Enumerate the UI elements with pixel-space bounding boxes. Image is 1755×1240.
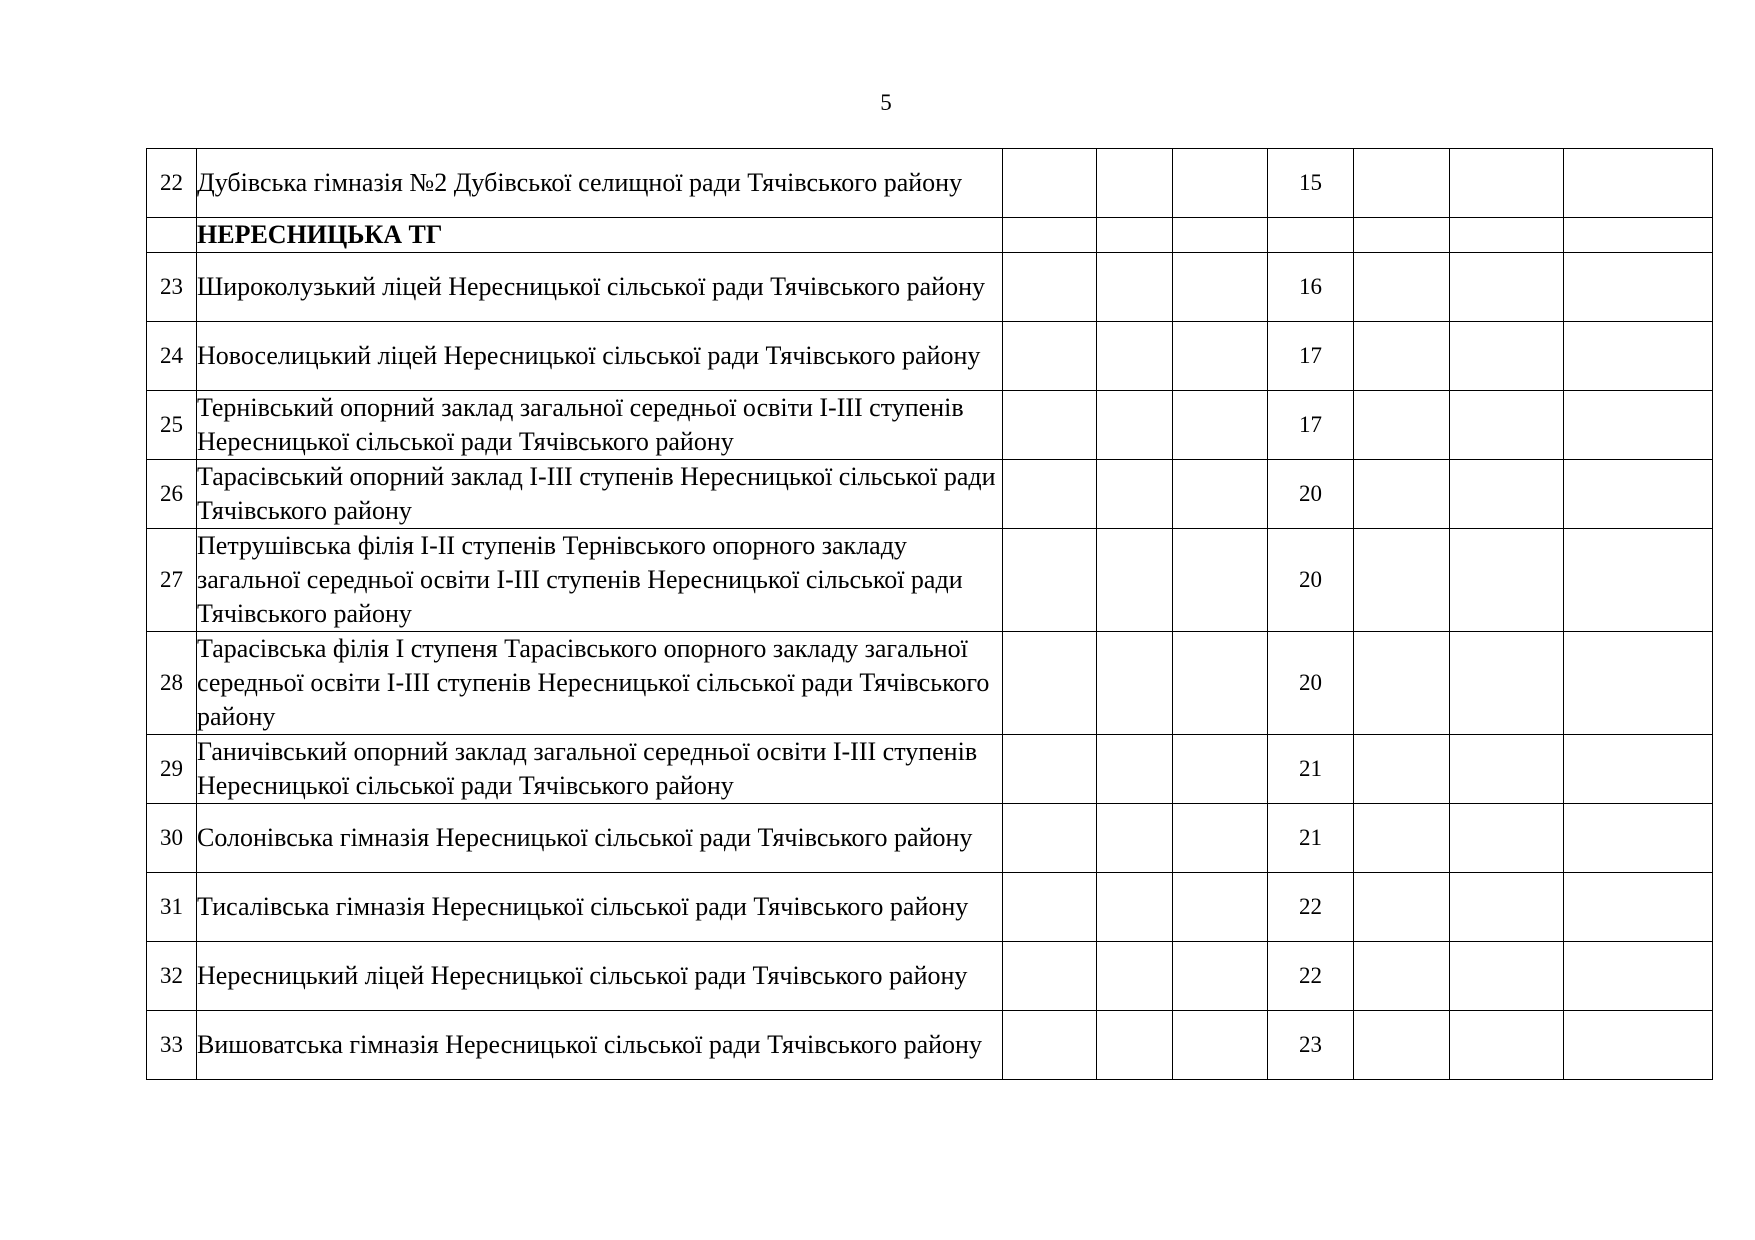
schools-table <box>146 148 1713 1080</box>
empty-cell <box>1354 529 1450 632</box>
empty-cell <box>1003 942 1097 1011</box>
value-cell: 16 <box>1268 253 1354 322</box>
empty-cell <box>1173 218 1268 253</box>
empty-cell <box>1564 322 1713 391</box>
empty-cell <box>1564 218 1713 253</box>
table-row <box>147 1011 1713 1080</box>
empty-cell <box>1003 253 1097 322</box>
empty-cell <box>1354 735 1450 804</box>
value-cell: 17 <box>1268 322 1354 391</box>
empty-cell <box>1003 149 1097 218</box>
empty-cell <box>1354 873 1450 942</box>
school-name: Тисалівська гімназія Нересницької сільської ради Тячівського району <box>197 873 1003 942</box>
empty-cell <box>1354 632 1450 735</box>
empty-cell <box>1354 253 1450 322</box>
school-name: Широколузький ліцей Нересницької сільської ради Тячівського району <box>197 253 1003 322</box>
empty-cell <box>1097 322 1173 391</box>
empty-cell <box>1097 460 1173 529</box>
empty-cell <box>1354 1011 1450 1080</box>
school-name: Солонівська гімназія Нересницької сільської ради Тячівського району <box>197 804 1003 873</box>
empty-cell <box>1354 149 1450 218</box>
table-row <box>147 253 1713 322</box>
empty-cell <box>1173 253 1268 322</box>
table-row <box>147 873 1713 942</box>
row-number: 26 <box>147 460 197 529</box>
empty-cell <box>1003 1011 1097 1080</box>
school-name: Вишоватська гімназія Нересницької сільської ради Тячівського району <box>197 1011 1003 1080</box>
row-number: 32 <box>147 942 197 1011</box>
empty-cell <box>1564 253 1713 322</box>
empty-cell <box>1097 149 1173 218</box>
row-number: 30 <box>147 804 197 873</box>
school-name: Тернівський опорний заклад загальної середньої освіти І-ІІІ ступенів Нересницької сільської ради Тячівського району <box>197 391 1003 460</box>
empty-cell <box>1450 149 1564 218</box>
empty-cell <box>1564 632 1713 735</box>
empty-cell <box>1003 391 1097 460</box>
empty-cell <box>1564 735 1713 804</box>
empty-cell <box>1003 218 1097 253</box>
empty-cell <box>1564 804 1713 873</box>
row-number <box>147 218 197 253</box>
empty-cell <box>1564 873 1713 942</box>
school-name: Нересницький ліцей Нересницької сільської ради Тячівського району <box>197 942 1003 1011</box>
school-name: Новоселицький ліцей Нересницької сільської ради Тячівського району <box>197 322 1003 391</box>
empty-cell <box>1003 735 1097 804</box>
empty-cell <box>1097 218 1173 253</box>
value-cell: 23 <box>1268 1011 1354 1080</box>
table-row <box>147 149 1713 218</box>
empty-cell <box>1450 460 1564 529</box>
empty-cell <box>1450 391 1564 460</box>
empty-cell <box>1564 1011 1713 1080</box>
table-row <box>147 391 1713 460</box>
empty-cell <box>1173 460 1268 529</box>
empty-cell <box>1450 942 1564 1011</box>
empty-cell <box>1354 460 1450 529</box>
value-cell: 20 <box>1268 460 1354 529</box>
page-number: 5 <box>880 90 892 115</box>
empty-cell <box>1564 149 1713 218</box>
empty-cell <box>1173 149 1268 218</box>
empty-cell <box>1173 873 1268 942</box>
empty-cell <box>1173 322 1268 391</box>
empty-cell <box>1097 873 1173 942</box>
empty-cell <box>1003 632 1097 735</box>
empty-cell <box>1173 529 1268 632</box>
row-number: 31 <box>147 873 197 942</box>
empty-cell <box>1564 942 1713 1011</box>
empty-cell <box>1450 253 1564 322</box>
value-cell: 21 <box>1268 804 1354 873</box>
empty-cell <box>1450 735 1564 804</box>
empty-cell <box>1097 735 1173 804</box>
empty-cell <box>1003 873 1097 942</box>
table-row <box>147 942 1713 1011</box>
row-number: 27 <box>147 529 197 632</box>
empty-cell <box>1173 391 1268 460</box>
table-row <box>147 322 1713 391</box>
empty-cell <box>1354 322 1450 391</box>
empty-cell <box>1097 253 1173 322</box>
row-number: 29 <box>147 735 197 804</box>
value-cell: 20 <box>1268 529 1354 632</box>
empty-cell <box>1097 391 1173 460</box>
value-cell: 22 <box>1268 873 1354 942</box>
school-name: Тарасівський опорний заклад І-ІІІ ступенів Нересницької сільської ради Тячівського району <box>197 460 1003 529</box>
empty-cell <box>1450 218 1564 253</box>
school-name: Дубівська гімназія №2 Дубівської селищної ради Тячівського району <box>197 149 1003 218</box>
value-cell: 15 <box>1268 149 1354 218</box>
empty-cell <box>1450 529 1564 632</box>
empty-cell <box>1450 322 1564 391</box>
value-cell: 21 <box>1268 735 1354 804</box>
table-row <box>147 804 1713 873</box>
row-number: 24 <box>147 322 197 391</box>
value-cell <box>1268 218 1354 253</box>
empty-cell <box>1097 1011 1173 1080</box>
empty-cell <box>1564 391 1713 460</box>
row-number: 33 <box>147 1011 197 1080</box>
school-name: Петрушівська філія І-ІІ ступенів Тернівського опорного закладу загальної середньої освіти І-ІІІ ступенів Нересницької сільської ради Тячівського району <box>197 529 1003 632</box>
empty-cell <box>1003 460 1097 529</box>
empty-cell <box>1564 460 1713 529</box>
empty-cell <box>1097 942 1173 1011</box>
empty-cell <box>1173 735 1268 804</box>
table-row <box>147 632 1713 735</box>
empty-cell <box>1354 942 1450 1011</box>
table-row <box>147 529 1713 632</box>
empty-cell <box>1173 1011 1268 1080</box>
value-cell: 22 <box>1268 942 1354 1011</box>
empty-cell <box>1354 218 1450 253</box>
empty-cell <box>1564 529 1713 632</box>
row-number: 28 <box>147 632 197 735</box>
empty-cell <box>1173 804 1268 873</box>
row-number: 23 <box>147 253 197 322</box>
empty-cell <box>1173 942 1268 1011</box>
empty-cell <box>1003 529 1097 632</box>
empty-cell <box>1003 804 1097 873</box>
value-cell: 17 <box>1268 391 1354 460</box>
school-name: Ганичівський опорний заклад загальної середньої освіти І-ІІІ ступенів Нересницької сільської ради Тячівського району <box>197 735 1003 804</box>
empty-cell <box>1354 804 1450 873</box>
empty-cell <box>1450 804 1564 873</box>
section-row <box>147 218 1713 253</box>
table-row <box>147 735 1713 804</box>
table-row <box>147 460 1713 529</box>
row-number: 25 <box>147 391 197 460</box>
row-number: 22 <box>147 149 197 218</box>
empty-cell <box>1003 322 1097 391</box>
empty-cell <box>1097 632 1173 735</box>
section-title: НЕРЕСНИЦЬКА ТГ <box>197 218 1003 253</box>
empty-cell <box>1450 873 1564 942</box>
empty-cell <box>1450 632 1564 735</box>
empty-cell <box>1354 391 1450 460</box>
empty-cell <box>1173 632 1268 735</box>
empty-cell <box>1097 529 1173 632</box>
empty-cell <box>1097 804 1173 873</box>
empty-cell <box>1450 1011 1564 1080</box>
school-name: Тарасівська філія І ступеня Тарасівського опорного закладу загальної середньої освіти І-ІІІ ступенів Нересницької сільської ради Тячівського району <box>197 632 1003 735</box>
value-cell: 20 <box>1268 632 1354 735</box>
